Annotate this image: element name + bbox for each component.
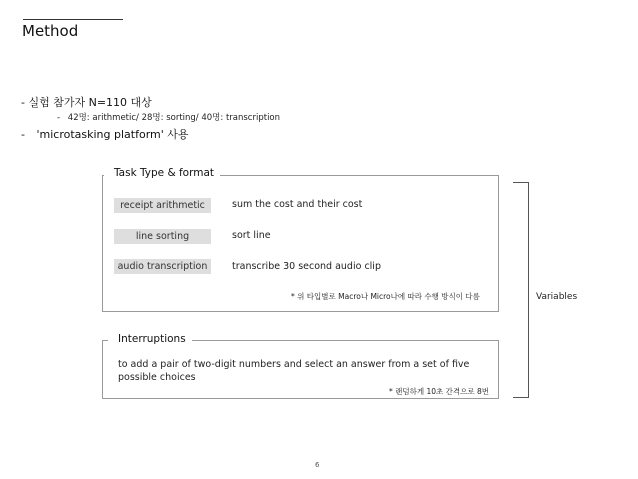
page-number: 6: [315, 461, 320, 469]
interruptions-description: to add a pair of two-digit numbers and select an answer from a set of five possible choices: [118, 359, 470, 383]
desc-audio-transcription: transcribe 30 second audio clip: [232, 261, 381, 272]
slide-title: Method: [22, 22, 79, 40]
interruptions-note: * 랜덤하게 10초 간격으로 8번: [389, 387, 490, 396]
bullet-marker: -: [57, 113, 61, 123]
variables-label: Variables: [536, 292, 578, 302]
bullet-participants: [21, 94, 152, 110]
bullet-text: 42명: arithmetic/ 28명: sorting/ 40명: transcription: [67, 113, 281, 123]
tag-audio-transcription: audio transcription: [114, 259, 211, 274]
bullet-text: 'microtasking platform' 사용: [36, 128, 189, 141]
desc-line-sorting: sort line: [232, 230, 271, 241]
interruptions-label: Interruptions: [108, 333, 192, 345]
bullet-marker: -: [21, 128, 25, 141]
desc-receipt-arithmetic: sum the cost and their cost: [232, 199, 363, 210]
bullet-text: 실험 참가자 N=110 대상: [28, 96, 152, 109]
sub-bullet-breakdown: [57, 111, 280, 123]
tag-line-sorting: line sorting: [114, 229, 211, 244]
variables-bracket: [513, 182, 529, 398]
title-underline: [23, 19, 123, 20]
bullet-platform: [21, 126, 189, 142]
tag-receipt-arithmetic: receipt arithmetic: [114, 198, 211, 213]
task-type-label: Task Type & format: [104, 167, 220, 179]
bullet-marker: -: [21, 96, 25, 109]
task-note: * 위 타입별로 Macro나 Micro나에 따라 수행 방식이 다름: [291, 292, 480, 301]
